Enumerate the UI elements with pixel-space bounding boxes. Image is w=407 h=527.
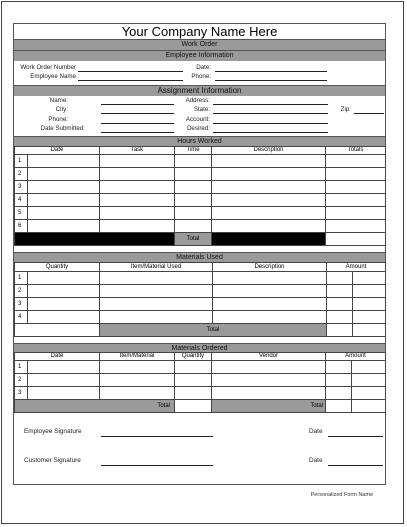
account-label: Account: — [185, 116, 210, 123]
table-cell[interactable] — [100, 272, 213, 285]
table-row — [15, 298, 386, 311]
row-number: 1 — [15, 272, 28, 285]
account-field[interactable] — [213, 123, 328, 124]
table-row — [15, 285, 386, 298]
date-label: Date: — [196, 64, 211, 71]
table-cell[interactable] — [212, 220, 326, 233]
hours-col-task: Task — [100, 147, 175, 155]
zip-field[interactable] — [354, 113, 384, 114]
table-cell[interactable] — [100, 220, 175, 233]
city-label: City: — [55, 106, 68, 113]
table-cell[interactable] — [326, 374, 352, 387]
employee-date-label: Date — [309, 428, 323, 435]
table-cell[interactable] — [100, 194, 175, 207]
table-cell[interactable] — [28, 285, 100, 298]
table-cell[interactable] — [326, 387, 352, 400]
table-cell[interactable] — [175, 194, 212, 207]
table-cell[interactable] — [28, 361, 100, 374]
state-label: State: — [193, 106, 210, 113]
table-cell[interactable] — [28, 298, 100, 311]
desired-field[interactable] — [213, 132, 328, 133]
table-cell[interactable] — [353, 285, 386, 298]
used-col-item: Item/Material Used — [100, 263, 213, 272]
date-field[interactable] — [215, 71, 327, 72]
table-row — [15, 220, 386, 233]
table-cell[interactable] — [100, 361, 175, 374]
row-number: 2 — [15, 168, 28, 181]
table-cell[interactable] — [352, 374, 386, 387]
hours-col-description: Description — [212, 147, 326, 155]
table-cell[interactable] — [100, 285, 213, 298]
materials-used-total-label: Total — [100, 324, 327, 337]
materials-used-total-row — [15, 324, 386, 337]
table-cell[interactable] — [100, 181, 175, 194]
row-number: 3 — [15, 298, 28, 311]
table-row — [15, 194, 386, 207]
customer-signature-label: Customer Signature — [24, 457, 81, 464]
table-cell[interactable] — [213, 272, 327, 285]
employee-signature-label: Employee Signature — [24, 428, 82, 435]
table-cell[interactable] — [352, 400, 386, 413]
table-row — [15, 311, 386, 324]
work-order-number-field[interactable] — [78, 71, 183, 72]
used-col-quantity: Quantity — [15, 263, 100, 272]
table-cell[interactable] — [212, 387, 326, 400]
date-submitted-field[interactable] — [101, 132, 174, 133]
table-cell[interactable] — [352, 361, 386, 374]
table-cell[interactable] — [100, 311, 213, 324]
state-field[interactable] — [213, 113, 328, 114]
table-row — [15, 155, 386, 168]
hours-col-date: Date — [15, 147, 100, 155]
hours-total-label: Total — [175, 233, 212, 246]
table-cell[interactable] — [175, 361, 212, 374]
materials-used-heading: Materials Used — [14, 252, 385, 262]
blacked-out-cell — [212, 233, 326, 246]
desired-label: Desired: — [186, 125, 210, 132]
hours-worked-table — [14, 146, 386, 246]
table-row — [15, 387, 386, 400]
row-number: 2 — [15, 374, 28, 387]
row-number: 6 — [15, 220, 28, 233]
table-cell[interactable] — [212, 181, 326, 194]
table-cell — [15, 324, 100, 337]
ordered-col-quantity: Quantity — [175, 353, 212, 361]
table-cell[interactable] — [175, 155, 212, 168]
table-cell[interactable] — [353, 311, 386, 324]
hours-total-row — [15, 233, 386, 246]
table-cell[interactable] — [326, 207, 386, 220]
table-cell[interactable] — [326, 181, 386, 194]
table-cell[interactable] — [213, 311, 327, 324]
blacked-out-cell — [15, 233, 175, 246]
table-cell[interactable] — [327, 298, 353, 311]
table-cell[interactable] — [352, 387, 386, 400]
name-field[interactable] — [101, 104, 174, 105]
customer-date-field[interactable] — [328, 465, 383, 466]
table-cell[interactable] — [327, 272, 353, 285]
form-title-bar: Work Order — [14, 39, 385, 50]
table-cell[interactable] — [28, 374, 100, 387]
phone-label: Phone: — [191, 73, 211, 80]
table-cell[interactable] — [175, 168, 212, 181]
materials-ordered-total-row — [15, 400, 386, 413]
ordered-quantity-total[interactable] — [175, 400, 212, 413]
footer-form-name: Personalized Form Name — [310, 492, 373, 498]
table-row — [15, 272, 386, 285]
table-cell[interactable] — [175, 181, 212, 194]
table-cell[interactable] — [28, 220, 100, 233]
table-cell[interactable] — [213, 298, 327, 311]
address-field[interactable] — [213, 104, 328, 105]
table-cell[interactable] — [100, 374, 175, 387]
zip-label: Zip: — [340, 106, 351, 113]
phone-field[interactable] — [215, 80, 327, 81]
table-cell[interactable] — [175, 387, 212, 400]
table-cell[interactable] — [212, 361, 326, 374]
table-cell[interactable] — [28, 168, 100, 181]
hours-worked-heading: Hours Worked — [14, 136, 385, 146]
ordered-col-vendor: Vendor — [212, 353, 326, 361]
table-cell[interactable] — [353, 272, 386, 285]
customer-date-label: Date — [309, 457, 323, 464]
table-cell[interactable] — [212, 194, 326, 207]
row-number: 1 — [15, 155, 28, 168]
hours-col-totals: Totals — [326, 147, 386, 155]
assignment-info-heading: Assignment Information — [14, 85, 385, 96]
table-cell[interactable] — [326, 155, 386, 168]
table-cell[interactable] — [175, 220, 212, 233]
table-cell[interactable] — [28, 181, 100, 194]
table-cell[interactable] — [213, 285, 327, 298]
table-cell[interactable] — [327, 311, 353, 324]
table-cell[interactable] — [100, 168, 175, 181]
table-cell[interactable] — [326, 400, 352, 413]
table-cell[interactable] — [326, 168, 386, 181]
row-number: 4 — [15, 311, 28, 324]
employee-name-label: Employee Name — [30, 73, 76, 80]
row-number: 3 — [15, 181, 28, 194]
table-cell[interactable] — [326, 361, 352, 374]
table-cell[interactable] — [100, 298, 213, 311]
ordered-col-amount: Amount — [326, 353, 386, 361]
ordered-col-item: Item/Material — [100, 353, 175, 361]
table-cell[interactable] — [100, 387, 175, 400]
table-cell[interactable] — [326, 220, 386, 233]
table-cell[interactable] — [28, 272, 100, 285]
table-cell[interactable] — [326, 194, 386, 207]
table-cell[interactable] — [28, 207, 100, 220]
assignment-phone-label: Phone: — [48, 116, 68, 123]
ordered-col-date: Date — [15, 353, 100, 361]
table-row — [15, 361, 386, 374]
employee-date-field[interactable] — [328, 436, 383, 437]
table-cell[interactable] — [100, 155, 175, 168]
table-cell[interactable] — [100, 207, 175, 220]
materials-ordered-heading: Materials Ordered — [14, 343, 385, 352]
row-number: 2 — [15, 285, 28, 298]
materials-used-table — [14, 262, 386, 337]
table-cell[interactable] — [28, 155, 100, 168]
materials-ordered-table — [14, 352, 386, 413]
table-cell[interactable] — [353, 298, 386, 311]
row-number: 1 — [15, 361, 28, 374]
table-cell[interactable] — [212, 374, 326, 387]
table-cell[interactable] — [28, 311, 100, 324]
materials-ordered-total-label-right: Total — [212, 400, 326, 413]
table-row — [15, 207, 386, 220]
table-cell[interactable] — [175, 374, 212, 387]
table-cell[interactable] — [212, 207, 326, 220]
employee-signature-field[interactable] — [101, 436, 213, 437]
assignment-phone-field[interactable] — [101, 123, 174, 124]
customer-signature-field[interactable] — [101, 465, 213, 466]
table-cell[interactable] — [212, 155, 326, 168]
hours-total-value[interactable] — [326, 233, 386, 246]
employee-name-field[interactable] — [78, 80, 183, 81]
row-number: 5 — [15, 207, 28, 220]
table-row — [15, 181, 386, 194]
address-label: Address: — [185, 97, 210, 104]
row-number: 4 — [15, 194, 28, 207]
table-cell[interactable] — [327, 285, 353, 298]
name-label: Name: — [49, 97, 68, 104]
row-number: 3 — [15, 387, 28, 400]
materials-ordered-total-label-left: Total — [15, 400, 175, 413]
table-cell[interactable] — [353, 324, 386, 337]
table-cell[interactable] — [212, 168, 326, 181]
date-submitted-label: Date Submitted: — [40, 125, 85, 132]
used-col-description: Description — [213, 263, 327, 272]
used-col-amount: Amount — [327, 263, 386, 272]
table-row — [15, 374, 386, 387]
table-row — [15, 168, 386, 181]
table-cell[interactable] — [28, 194, 100, 207]
employee-info-heading: Employee Information — [14, 50, 385, 61]
company-name: Your Company Name Here — [14, 24, 385, 39]
city-field[interactable] — [101, 113, 174, 114]
table-cell[interactable] — [327, 324, 353, 337]
hours-col-time: Time — [175, 147, 212, 155]
work-order-number-label: Work Order Number — [20, 64, 76, 71]
table-cell[interactable] — [175, 207, 212, 220]
table-cell[interactable] — [28, 387, 100, 400]
